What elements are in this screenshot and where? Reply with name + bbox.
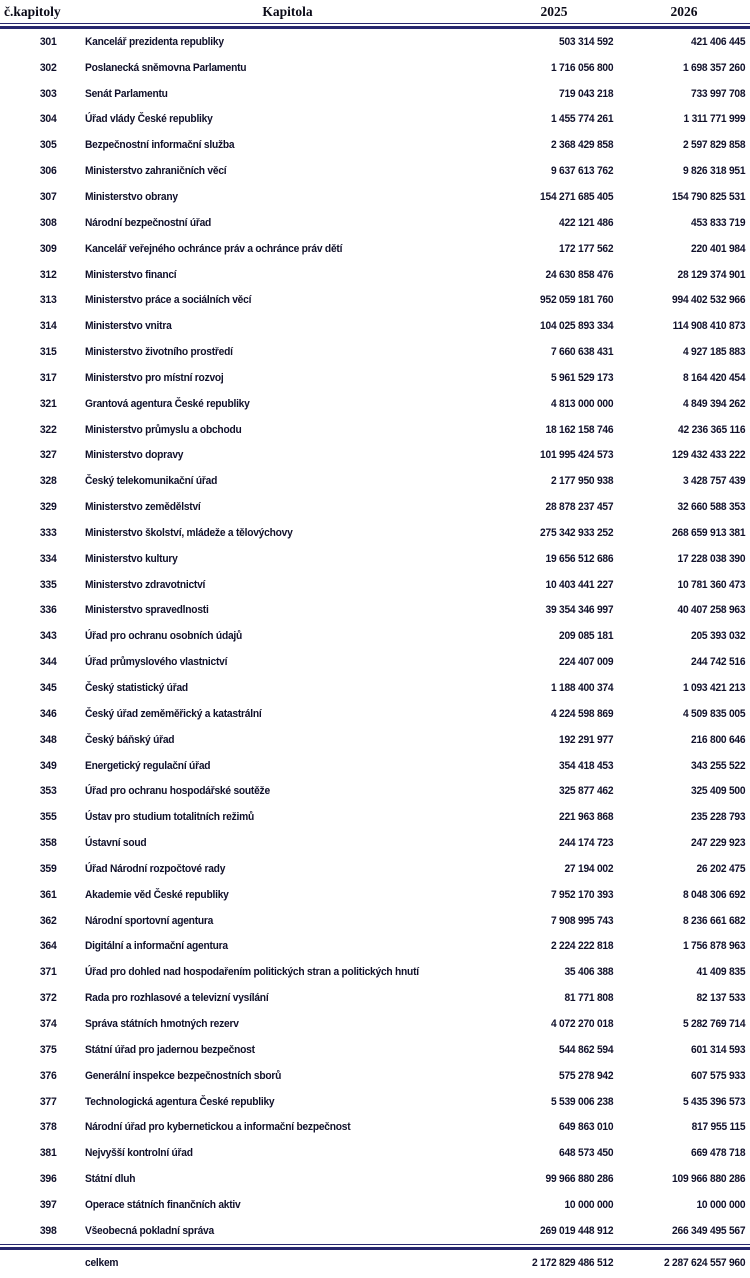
chapter-number: 346 [39, 707, 57, 720]
value-2026: 247 229 923 [691, 837, 746, 850]
value-2025: 244 174 723 [559, 837, 614, 850]
value-2025: 99 966 880 286 [545, 1173, 614, 1186]
chapter-name: Správa státních hmotných rezerv [85, 1017, 239, 1030]
table-row [0, 1218, 750, 1244]
value-2026: 1 093 421 213 [682, 682, 746, 695]
chapter-number: 355 [39, 811, 57, 824]
chapter-name: Úřad Národní rozpočtové rady [85, 862, 226, 875]
table-row [0, 468, 750, 494]
value-2026: 669 478 718 [691, 1147, 746, 1160]
chapter-name: Ministerstvo práce a sociálních věcí [85, 294, 252, 307]
chapter-name: Ústavní soud [85, 837, 147, 850]
col-header-2025: 2025 [540, 3, 568, 19]
table-row [0, 934, 750, 960]
table-row [0, 753, 750, 779]
value-2025: 2 368 429 858 [550, 139, 614, 152]
chapter-number: 343 [39, 630, 57, 643]
value-2026: 733 997 708 [691, 87, 746, 100]
table-row [0, 210, 750, 236]
value-2026: 268 659 913 381 [672, 526, 746, 539]
value-2025: 10 000 000 [564, 1198, 614, 1211]
chapter-name: Akademie věd České republiky [85, 888, 229, 901]
chapter-number: 329 [39, 501, 57, 514]
chapter-number: 309 [39, 242, 57, 255]
chapter-name: Český báňský úřad [85, 733, 175, 746]
value-2026: 109 966 880 286 [672, 1173, 746, 1186]
chapter-number: 322 [39, 423, 57, 436]
chapter-number: 377 [39, 1095, 57, 1108]
chapter-name: Kancelář prezidenta republiky [85, 35, 224, 48]
table-row [0, 572, 750, 598]
chapter-number: 317 [39, 371, 57, 384]
table-row [0, 107, 750, 133]
chapter-number: 374 [39, 1017, 57, 1030]
chapter-number: 375 [39, 1043, 57, 1056]
table-row [0, 339, 750, 365]
chapter-name: Všeobecná pokladní správa [85, 1224, 214, 1237]
value-2026: 8 236 661 682 [682, 914, 746, 927]
table-row [0, 391, 750, 417]
value-2026: 1 311 771 999 [683, 113, 746, 126]
table-row [0, 1089, 750, 1115]
table-row [0, 882, 750, 908]
chapter-name: Úřad průmyslového vlastnictví [85, 656, 228, 669]
value-2026: 421 406 445 [691, 35, 746, 48]
chapter-number: 312 [39, 268, 57, 281]
value-2025: 81 771 808 [564, 992, 614, 1005]
chapter-number: 305 [39, 139, 57, 152]
chapter-number: 301 [39, 35, 57, 48]
value-2025: 172 177 562 [559, 242, 614, 255]
table-row [0, 81, 750, 107]
chapter-name: Státní dluh [85, 1173, 136, 1186]
chapter-name: Úřad pro ochranu hospodářské soutěže [85, 785, 270, 798]
table-header-row [0, 0, 750, 23]
chapter-name: Ministerstvo financí [85, 268, 177, 281]
value-2025: 5 961 529 173 [550, 371, 614, 384]
value-2026: 3 428 757 439 [682, 475, 746, 488]
chapter-number: 314 [39, 320, 57, 333]
table-row [0, 856, 750, 882]
value-2025: 24 630 858 476 [545, 268, 614, 281]
chapter-name: Ministerstvo pro místní rozvoj [85, 371, 224, 384]
value-2025: 154 271 685 405 [540, 190, 614, 203]
table-row [0, 158, 750, 184]
value-2026: 2 597 829 858 [682, 139, 746, 152]
table-row [0, 287, 750, 313]
value-2026: 4 509 835 005 [682, 707, 746, 720]
table-row [0, 262, 750, 288]
table-row [0, 184, 750, 210]
chapter-name: Ministerstvo životního prostředí [85, 346, 233, 359]
col-header-chapter-number: č.kapitoly [4, 3, 61, 19]
chapter-number: 303 [39, 87, 57, 100]
table-row [0, 365, 750, 391]
value-2025: 224 407 009 [559, 656, 614, 669]
chapter-number: 398 [39, 1224, 57, 1237]
value-2026: 235 228 793 [691, 811, 746, 824]
value-2026: 244 742 516 [691, 656, 746, 669]
value-2025: 9 637 613 762 [550, 165, 614, 178]
chapter-name: Rada pro rozhlasové a televizní vysílání [85, 992, 269, 1005]
value-2025: 325 877 462 [559, 785, 614, 798]
value-2026: 1 756 878 963 [682, 940, 746, 953]
chapter-number: 302 [39, 61, 57, 74]
chapter-number: 364 [39, 940, 57, 953]
chapter-number: 359 [39, 862, 57, 875]
value-2026: 8 048 306 692 [682, 888, 746, 901]
value-2025: 544 862 594 [559, 1043, 614, 1056]
table-row [0, 1114, 750, 1140]
value-2025: 422 121 486 [559, 216, 614, 229]
table-row [0, 132, 750, 158]
value-2026: 42 236 365 116 [678, 423, 746, 436]
table-row [0, 1063, 750, 1089]
chapter-number: 308 [39, 216, 57, 229]
table-row [0, 29, 750, 55]
total-value-2025: 2 172 829 486 512 [531, 1257, 614, 1270]
chapter-name: Český úřad zeměměřický a katastrální [85, 707, 262, 720]
chapter-number: 307 [39, 190, 57, 203]
chapter-number: 334 [39, 552, 57, 565]
value-2026: 601 314 593 [691, 1043, 746, 1056]
value-2026: 8 164 420 454 [682, 371, 746, 384]
value-2025: 4 224 598 869 [550, 707, 614, 720]
value-2026: 453 833 719 [691, 216, 746, 229]
value-2025: 275 342 933 252 [540, 526, 614, 539]
table-row [0, 236, 750, 262]
value-2025: 39 354 346 997 [545, 604, 614, 617]
chapter-number: 353 [39, 785, 57, 798]
chapter-number: 304 [39, 113, 57, 126]
chapter-number: 348 [39, 733, 57, 746]
value-2025: 35 406 388 [564, 966, 614, 979]
chapter-name: Digitální a informační agentura [85, 940, 228, 953]
chapter-number: 306 [39, 165, 57, 178]
chapter-name: Ministerstvo zdravotnictví [85, 578, 206, 591]
chapter-number: 336 [39, 604, 57, 617]
value-2025: 575 278 942 [559, 1069, 614, 1082]
value-2025: 27 194 002 [564, 862, 614, 875]
table-row [0, 598, 750, 624]
table-row [0, 701, 750, 727]
value-2026: 129 432 433 222 [672, 449, 746, 462]
value-2025: 18 162 158 746 [545, 423, 614, 436]
chapter-name: Úřad pro ochranu osobních údajů [85, 630, 243, 643]
chapter-name: Národní sportovní agentura [85, 914, 214, 927]
table-row [0, 675, 750, 701]
table-row [0, 417, 750, 443]
chapter-name: Ministerstvo průmyslu a obchodu [85, 423, 242, 436]
chapter-name: Ministerstvo dopravy [85, 449, 184, 462]
chapter-number: 345 [39, 682, 57, 695]
value-2026: 41 409 835 [696, 966, 746, 979]
chapter-number: 344 [39, 656, 57, 669]
value-2025: 192 291 977 [559, 733, 614, 746]
chapter-name: Poslanecká sněmovna Parlamentu [85, 61, 247, 74]
value-2025: 648 573 450 [559, 1147, 614, 1160]
chapter-number: 362 [39, 914, 57, 927]
value-2026: 28 129 374 901 [677, 268, 746, 281]
value-2025: 952 059 181 760 [540, 294, 614, 307]
chapter-name: Energetický regulační úřad [85, 759, 211, 772]
table-row [0, 1166, 750, 1192]
table-row [0, 55, 750, 81]
chapter-number: 361 [39, 888, 57, 901]
chapter-name: Ministerstvo zahraničních věcí [85, 165, 227, 178]
value-2026: 5 282 769 714 [682, 1017, 746, 1030]
chapter-name: Generální inspekce bezpečnostních sborů [85, 1069, 282, 1082]
table-row [0, 520, 750, 546]
chapter-name: Český telekomunikační úřad [85, 475, 218, 488]
chapter-name: Bezpečnostní informační služba [85, 139, 235, 152]
value-2025: 221 963 868 [559, 811, 614, 824]
chapter-name: Úřad vlády České republiky [85, 113, 213, 126]
value-2025: 101 995 424 573 [540, 449, 614, 462]
table-row [0, 649, 750, 675]
table-row [0, 1192, 750, 1218]
chapter-number: 376 [39, 1069, 57, 1082]
chapter-name: Grantová agentura České republiky [85, 397, 250, 410]
value-2026: 10 781 360 473 [677, 578, 746, 591]
value-2026: 607 575 933 [691, 1069, 746, 1082]
chapter-name: Ministerstvo vnitra [85, 320, 172, 333]
chapter-name: Nejvyšší kontrolní úřad [85, 1147, 193, 1160]
chapter-name: Ústav pro studium totalitních režimů [85, 811, 254, 824]
chapter-number: 321 [39, 397, 57, 410]
value-2026: 82 137 533 [696, 992, 746, 1005]
chapter-number: 358 [39, 837, 57, 850]
chapter-number: 333 [39, 526, 57, 539]
value-2025: 649 863 010 [559, 1121, 614, 1134]
chapter-number: 378 [39, 1121, 57, 1134]
value-2025: 19 656 512 686 [545, 552, 614, 565]
table-row [0, 908, 750, 934]
chapter-number: 335 [39, 578, 57, 591]
chapter-name: Senát Parlamentu [85, 87, 168, 100]
table-row [0, 546, 750, 572]
table-row [0, 959, 750, 985]
table-row [0, 443, 750, 469]
value-2026: 343 255 522 [691, 759, 746, 772]
col-header-2026: 2026 [670, 3, 698, 19]
value-2026: 154 790 825 531 [672, 190, 746, 203]
value-2026: 817 955 115 [691, 1121, 746, 1134]
value-2025: 269 019 448 912 [540, 1224, 614, 1237]
chapter-number: 381 [39, 1147, 57, 1160]
chapter-number: 371 [39, 966, 57, 979]
value-2025: 7 660 638 431 [550, 346, 614, 359]
value-2025: 104 025 893 334 [540, 320, 614, 333]
value-2025: 1 716 056 800 [550, 61, 614, 74]
chapter-number: 396 [39, 1173, 57, 1186]
value-2026: 17 228 038 390 [677, 552, 746, 565]
value-2026: 220 401 984 [691, 242, 746, 255]
value-2026: 10 000 000 [696, 1198, 746, 1211]
table-row [0, 623, 750, 649]
value-2026: 5 435 396 573 [682, 1095, 746, 1108]
chapter-name: Ministerstvo školství, mládeže a tělovýchovy [85, 526, 293, 539]
value-2026: 9 826 318 951 [682, 165, 746, 178]
col-header-chapter-name: Kapitola [262, 3, 313, 19]
value-2026: 26 202 475 [696, 862, 746, 875]
chapter-name: Národní úřad pro kybernetickou a informační bezpečnost [85, 1121, 351, 1134]
value-2025: 209 085 181 [559, 630, 614, 643]
chapter-name: Národní bezpečnostní úřad [85, 216, 212, 229]
chapter-name: Kancelář veřejného ochránce práv a ochránce práv dětí [85, 242, 343, 255]
value-2026: 266 349 495 567 [672, 1224, 746, 1237]
value-2025: 10 403 441 227 [545, 578, 614, 591]
value-2025: 28 878 237 457 [545, 501, 614, 514]
value-2026: 114 908 410 873 [672, 320, 746, 333]
value-2025: 7 908 995 743 [550, 914, 614, 927]
table-row [0, 985, 750, 1011]
value-2025: 503 314 592 [559, 35, 614, 48]
value-2026: 205 393 032 [691, 630, 746, 643]
total-label: celkem [85, 1257, 119, 1270]
chapter-number: 313 [39, 294, 57, 307]
chapter-name: Ministerstvo obrany [85, 190, 178, 203]
value-2025: 1 455 774 261 [550, 113, 614, 126]
chapter-number: 372 [39, 992, 57, 1005]
chapter-name: Úřad pro dohled nad hospodařením politických stran a politických hnutí [85, 966, 419, 979]
value-2026: 1 698 357 260 [682, 61, 746, 74]
value-2026: 325 409 500 [691, 785, 746, 798]
value-2026: 216 800 646 [691, 733, 746, 746]
table-row [0, 830, 750, 856]
chapter-number: 328 [39, 475, 57, 488]
value-2025: 4 813 000 000 [550, 397, 614, 410]
table-row [0, 1037, 750, 1063]
value-2025: 2 224 222 818 [550, 940, 614, 953]
value-2026: 4 849 394 262 [682, 397, 746, 410]
table-row [0, 1140, 750, 1166]
table-row [0, 727, 750, 753]
total-row [0, 1250, 750, 1277]
value-2025: 4 072 270 018 [550, 1017, 614, 1030]
table-row [0, 494, 750, 520]
value-2026: 40 407 258 963 [677, 604, 746, 617]
table-row [0, 313, 750, 339]
table-row [0, 1011, 750, 1037]
chapter-number: 397 [39, 1198, 57, 1211]
value-2025: 354 418 453 [559, 759, 614, 772]
value-2025: 719 043 218 [559, 87, 614, 100]
value-2026: 4 927 185 883 [682, 346, 746, 359]
value-2026: 994 402 532 966 [672, 294, 746, 307]
value-2025: 2 177 950 938 [550, 475, 614, 488]
chapter-name: Ministerstvo spravedlnosti [85, 604, 209, 617]
value-2025: 5 539 006 238 [550, 1095, 614, 1108]
chapter-number: 349 [39, 759, 57, 772]
table-row [0, 778, 750, 804]
chapter-name: Státní úřad pro jadernou bezpečnost [85, 1043, 255, 1056]
value-2025: 1 188 400 374 [550, 682, 614, 695]
value-2025: 7 952 170 393 [550, 888, 614, 901]
chapter-number: 315 [39, 346, 57, 359]
chapter-number: 327 [39, 449, 57, 462]
chapter-name: Technologická agentura České republiky [85, 1095, 275, 1108]
chapter-name: Ministerstvo zemědělství [85, 501, 201, 514]
total-value-2026: 2 287 624 557 960 [663, 1257, 746, 1270]
table-row [0, 804, 750, 830]
table-body [0, 29, 750, 1244]
chapter-name: Ministerstvo kultury [85, 552, 178, 565]
chapter-name: Český statistický úřad [85, 682, 188, 695]
value-2026: 32 660 588 353 [677, 501, 746, 514]
chapter-name: Operace státních finančních aktiv [85, 1198, 241, 1211]
